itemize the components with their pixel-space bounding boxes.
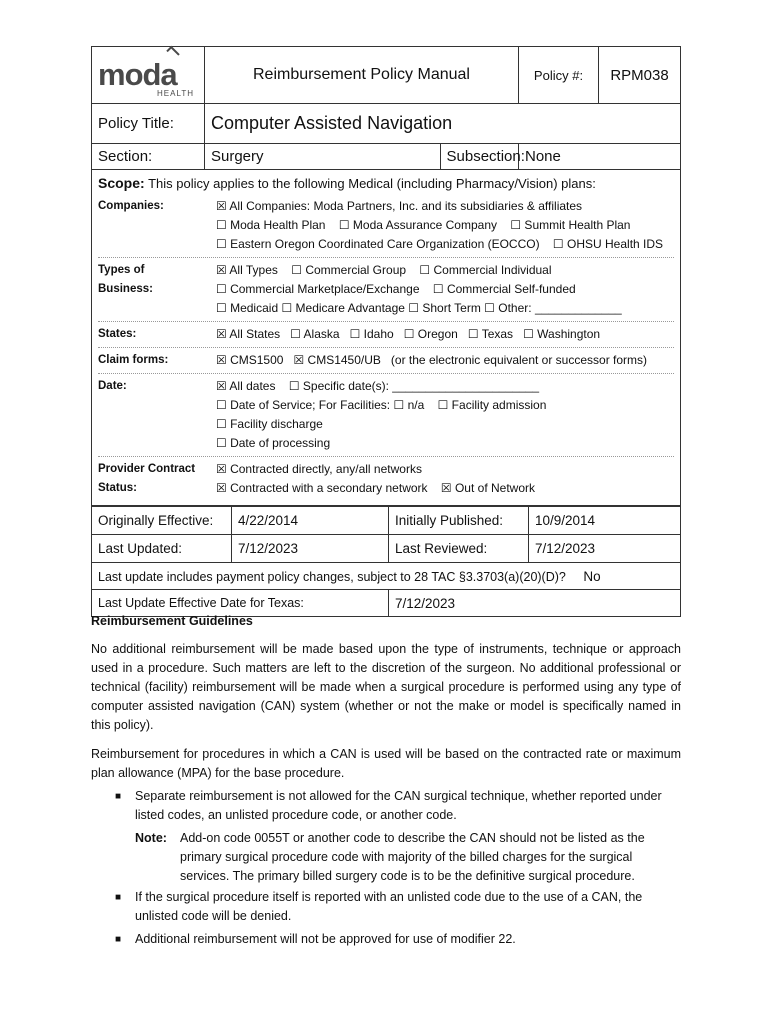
texas-answer: No — [583, 568, 601, 584]
bullet-icon: ■ — [115, 892, 122, 903]
date-options — [216, 377, 674, 453]
bullet-text-3: Additional reimbursement will not be approved for use of modifier 22. — [135, 932, 516, 946]
checkbox-facility-admission[interactable]: ☐ Facility admission — [437, 398, 547, 412]
texas-effective-value: 7/12/2023 — [389, 590, 681, 617]
bullet-text-1: Separate reimbursement is not allowed for the CAN surgical technique, whether reported under listed codes, an unlisted procedure code, or another code. — [135, 789, 662, 822]
checkbox-all-dates[interactable]: ☒ All dates — [216, 379, 276, 393]
subsection-label: Subsection: — [440, 144, 519, 170]
companies-options — [216, 197, 674, 254]
provider-row — [98, 457, 674, 501]
companies-row — [98, 194, 674, 258]
date-label: Date: — [98, 380, 127, 392]
init-published-value: 10/9/2014 — [529, 507, 681, 535]
business-row — [98, 258, 674, 322]
checkbox-summit-health[interactable]: ☐ Summit Health Plan — [510, 218, 631, 232]
manual-title: Reimbursement Policy Manual — [205, 47, 519, 104]
list-item — [113, 888, 681, 926]
checkbox-ohsu[interactable]: ☐ OHSU Health IDS — [552, 237, 664, 251]
checkbox-self-funded[interactable]: ☐ Commercial Self-funded — [432, 282, 576, 296]
claims-label: Claim forms: — [98, 354, 169, 366]
last-updated-label: Last Updated: — [92, 535, 232, 563]
scope-line — [98, 172, 674, 194]
logo-wordmark: moda — [98, 57, 177, 92]
scope-block — [91, 170, 681, 506]
last-reviewed-label: Last Reviewed: — [389, 535, 529, 563]
checkbox-commercial-individual[interactable]: ☐ Commercial Individual — [419, 263, 552, 277]
business-label-line2: Business: — [98, 282, 153, 295]
claims-row — [98, 348, 674, 374]
note-label: Note: — [135, 831, 167, 845]
orig-effective-label: Originally Effective: — [92, 507, 232, 535]
note-block — [113, 829, 681, 886]
checkbox-all-types[interactable]: ☒ All Types — [216, 263, 278, 277]
bullet-text-2: If the surgical procedure itself is reported with an unlisted code due to the use of a CAN, the unlisted code will be denied. — [135, 890, 643, 923]
checkbox-secondary-network[interactable]: ☒ Contracted with a secondary network — [216, 481, 428, 495]
checkbox-out-of-network[interactable]: ☒ Out of Network — [440, 481, 535, 495]
scope-label: Scope: — [98, 175, 145, 191]
list-item — [113, 930, 681, 949]
bullet-icon: ■ — [115, 934, 122, 945]
checkbox-eocco[interactable]: ☐ Eastern Oregon Coordinated Care Organization (EOCCO) — [216, 237, 540, 251]
note-text: Add-on code 0055T or another code to describe the CAN should not be listed as the primary surgical procedure code with majority of the billed charges for the surgical services. The primary billed surgery code is to be the definitive surgical procedure. — [180, 831, 645, 883]
provider-label — [98, 460, 216, 498]
last-reviewed-value: 7/12/2023 — [529, 535, 681, 563]
guidelines-list — [113, 787, 681, 949]
business-label-line1: Types of — [98, 264, 145, 276]
bullet-icon: ■ — [115, 791, 122, 802]
states-label: States: — [98, 328, 137, 340]
checkbox-specific-dates[interactable]: ☐ Specific date(s): ______________________ — [288, 379, 540, 393]
checkbox-texas[interactable]: ☐ Texas — [467, 327, 514, 341]
checkbox-all-companies[interactable]: ☒ All Companies: Moda Partners, Inc. and its subsidiaries & affiliates — [216, 199, 583, 213]
states-row — [98, 322, 674, 348]
business-options — [216, 261, 674, 318]
provider-label-line2: Status: — [98, 481, 137, 494]
guidelines-paragraph-2: Reimbursement for procedures in which a CAN is used will be based on the contracted rate or maximum plan allowance (MPA) for the base procedure. — [91, 747, 681, 780]
checkbox-marketplace[interactable]: ☐ Commercial Marketplace/Exchange — [216, 282, 420, 296]
states-options — [216, 325, 674, 344]
checkbox-cms1500[interactable]: ☒ CMS1500 — [216, 353, 284, 367]
texas-question: Last update includes payment policy changes, subject to 28 TAC §3.3703(a)(20)(D)? — [98, 569, 566, 584]
list-item — [113, 787, 681, 825]
checkbox-commercial-group[interactable]: ☐ Commercial Group — [291, 263, 407, 277]
policy-title-label: Policy Title: — [92, 104, 205, 144]
checkbox-date-of-service[interactable]: ☐ Date of Service; For Facilities: ☐ n/a — [216, 398, 425, 412]
orig-effective-value: 4/22/2014 — [232, 507, 389, 535]
texas-question-row — [92, 563, 681, 590]
checkbox-alaska[interactable]: ☐ Alaska — [290, 327, 340, 341]
subsection-value: None — [519, 144, 681, 170]
checkbox-all-states[interactable]: ☒ All States — [216, 327, 281, 341]
guidelines-heading: Reimbursement Guidelines — [91, 614, 253, 628]
companies-label: Companies: — [98, 200, 164, 212]
policy-number-label: Policy #: — [519, 47, 599, 104]
logo-subtext: HEALTH — [157, 89, 194, 98]
checkbox-facility-discharge[interactable]: ☐ Facility discharge — [216, 417, 323, 431]
guidelines-paragraph-1: No additional reimbursement will be made based upon the type of instruments, technique or approach used in a procedure. Such matters are left to the discretion of the surgeon. No additional professional or technical (facility) reimbursement will be made when a surgical procedure is performed using any type of computer assisted navigation (CAN) system (whether or not the make or model is specifically named in this policy). — [91, 642, 681, 732]
provider-label-line1: Provider Contract — [98, 463, 196, 475]
policy-number: RPM038 — [599, 47, 681, 104]
claims-options — [216, 351, 674, 370]
dates-table — [91, 506, 681, 617]
policy-header-table — [91, 46, 681, 617]
checkbox-idaho[interactable]: ☐ Idaho — [349, 327, 394, 341]
guidelines-section — [91, 614, 681, 953]
checkbox-date-of-processing[interactable]: ☐ Date of processing — [216, 436, 331, 450]
texas-effective-label: Last Update Effective Date for Texas: — [92, 590, 389, 617]
provider-options — [216, 460, 674, 498]
last-updated-value: 7/12/2023 — [232, 535, 389, 563]
checkbox-oregon[interactable]: ☐ Oregon — [403, 327, 458, 341]
checkbox-contracted-directly[interactable]: ☒ Contracted directly, any/all networks — [216, 462, 422, 476]
checkbox-moda-health-plan[interactable]: ☐ Moda Health Plan — [216, 218, 326, 232]
checkbox-moda-assurance[interactable]: ☐ Moda Assurance Company — [338, 218, 497, 232]
section-label: Section: — [92, 144, 205, 170]
section-value: Surgery — [205, 144, 441, 170]
scope-text: This policy applies to the following Medical (including Pharmacy/Vision) plans: — [148, 176, 596, 191]
init-published-label: Initially Published: — [389, 507, 529, 535]
checkbox-cms1450[interactable]: ☒ CMS1450/UB — [293, 353, 381, 367]
checkbox-washington[interactable]: ☐ Washington — [523, 327, 601, 341]
date-row — [98, 374, 674, 457]
checkbox-medicaid-medicare-other[interactable]: ☐ Medicaid ☐ Medicare Advantage ☐ Short Term ☐ Other: _____________ — [216, 301, 622, 315]
policy-title: Computer Assisted Navigation — [205, 104, 681, 144]
moda-health-logo — [92, 47, 205, 104]
business-label — [98, 261, 216, 318]
claims-note: (or the electronic equivalent or successor forms) — [390, 353, 648, 367]
